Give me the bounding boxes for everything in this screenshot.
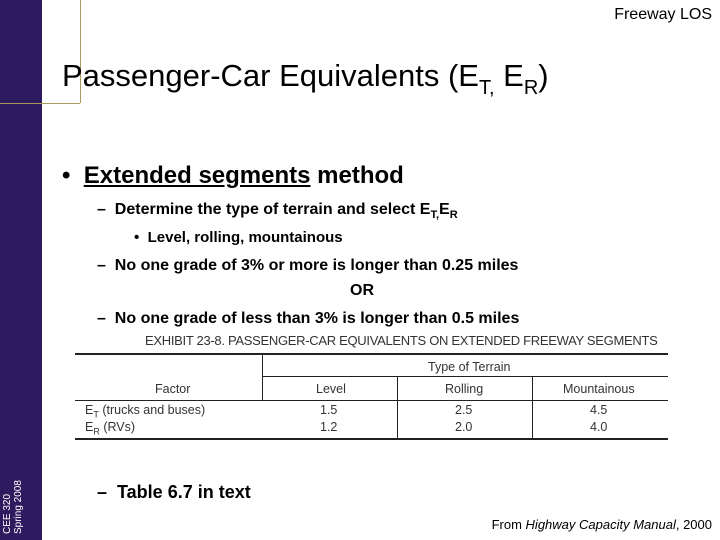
row-rolling-rvs: 2.0 xyxy=(455,420,473,434)
row-mountainous-rvs: 4.0 xyxy=(590,420,608,434)
row-rolling-trucks: 2.5 xyxy=(455,403,473,417)
title-divider-horizontal xyxy=(0,103,80,104)
exhibit-rule-col3 xyxy=(532,376,533,440)
slide-title: Passenger-Car Equivalents ($E_{T,}$ $E_R$) xyxy=(62,58,549,99)
sidebar-caption xyxy=(3,414,37,534)
exhibit-rule-header xyxy=(75,400,668,401)
row-factor-trucks: $E_T$ (trucks and buses) xyxy=(85,403,206,420)
row-mountainous-trucks: 4.5 xyxy=(590,403,608,417)
header-label: Freeway LOS xyxy=(614,6,712,23)
row-level-trucks: 1.5 xyxy=(320,403,338,417)
exhibit-table xyxy=(75,332,668,440)
header-level: Level xyxy=(316,382,346,396)
exhibit-title: EXHIBIT 23-8. PASSENGER-CAR EQUIVALENTS ON EXTENDED FREEWAY SEGMENTS xyxy=(145,333,658,348)
row-level-rvs: 1.2 xyxy=(320,420,338,434)
header-mountainous: Mountainous xyxy=(563,382,635,396)
main-bullet: • Extended segments method xyxy=(62,162,404,189)
header-type-of-terrain: Type of Terrain xyxy=(428,360,511,374)
sub-bullet: • Level, rolling, mountainous xyxy=(134,229,343,246)
exhibit-rule-top xyxy=(75,353,668,355)
sidebar xyxy=(0,0,42,540)
term-label: Spring 2008 xyxy=(13,480,24,534)
exhibit-rule-factor xyxy=(262,355,263,401)
exhibit-rule-group xyxy=(262,376,668,377)
header-rolling: Rolling xyxy=(445,382,484,396)
course-label: CEE 320 xyxy=(2,493,13,534)
header-factor: Factor xyxy=(155,382,191,396)
source-citation: From Highway Capacity Manual, 2000 xyxy=(491,517,712,532)
dash-item-terrain: – Determine the type of terrain and select $E_{T,}E_R$ xyxy=(97,201,458,222)
dash-item-grade-3pct: – No one grade of 3% or more is longer than 0.25 miles xyxy=(97,257,519,274)
exhibit-rule-bottom xyxy=(75,438,668,440)
or-label: OR xyxy=(350,282,374,299)
table-reference: – Table 6.7 in text xyxy=(97,482,251,502)
exhibit-rule-col2 xyxy=(397,376,398,440)
row-factor-rvs: $E_R$ (RVs) xyxy=(85,420,136,437)
dash-item-grade-less: – No one grade of less than 3% is longer than 0.5 miles xyxy=(97,310,520,327)
